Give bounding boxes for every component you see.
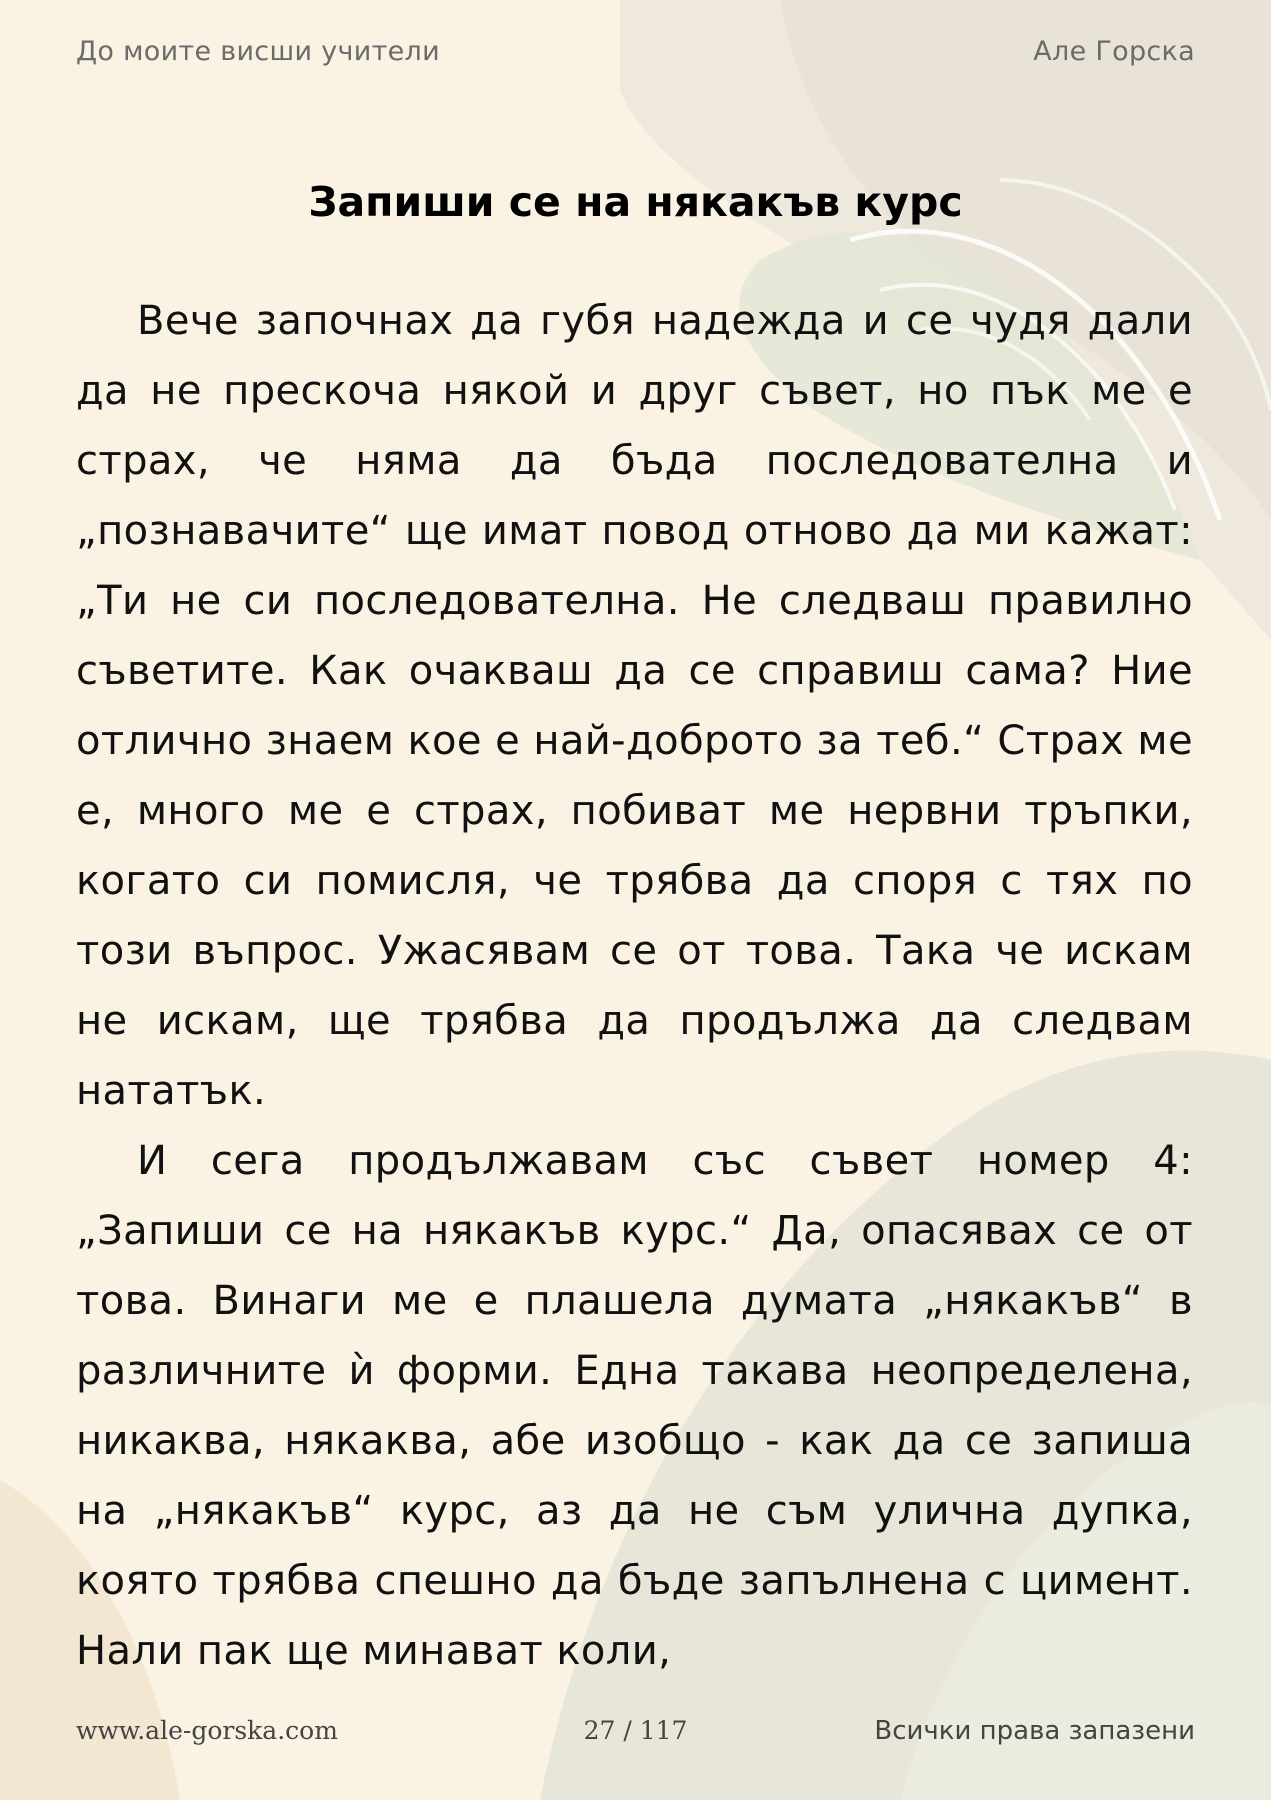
running-header-author: Але Горска [1033,36,1195,67]
chapter-title: Запиши се на някакъв курс [308,178,963,226]
body-paragraph-1: Вече започнах да губя надежда и се чудя дали да не прескоча някой и друг съвет, но пък ме е страх, че няма да бъда последователна и „познавачите“ ще имат повод отново да ми кажат: „Ти не си последователна. Не следваш правилно съветите. Как очакваш да се справиш сама? Ние отлично знаем кое е най-доброто за теб.“ Страх ме е, много ме е страх, побиват ме нервни тръпки, когато си помисля, че трябва да споря с тях по този въпрос. Ужасявам се от това. Така че искам не искам, ще трябва да продължа да следвам нататък. [76,298,1193,1114]
footer-page-number: 27 / 117 [583,1716,688,1745]
footer-website: www.ale-gorska.com [76,1716,338,1745]
running-header-book-title: До моите висши учители [76,36,440,67]
chapter-body [76,286,1193,1686]
footer-rights: Всички права запазени [874,1716,1195,1746]
body-paragraph-2: И сега продължавам със съвет номер 4: „Запиши се на някакъв курс.“ Да, опасявах се от това. Винаги ме е плашела думата „някакъв“ в различните ѝ форми. Една такава неопределена, никаква, някаква, абе изобщо - как да се запиша на „някакъв“ курс, аз да не съм улична дупка, която трябва спешно да бъде запълнена с цимент. Нали пак ще минават коли, [76,1138,1193,1674]
